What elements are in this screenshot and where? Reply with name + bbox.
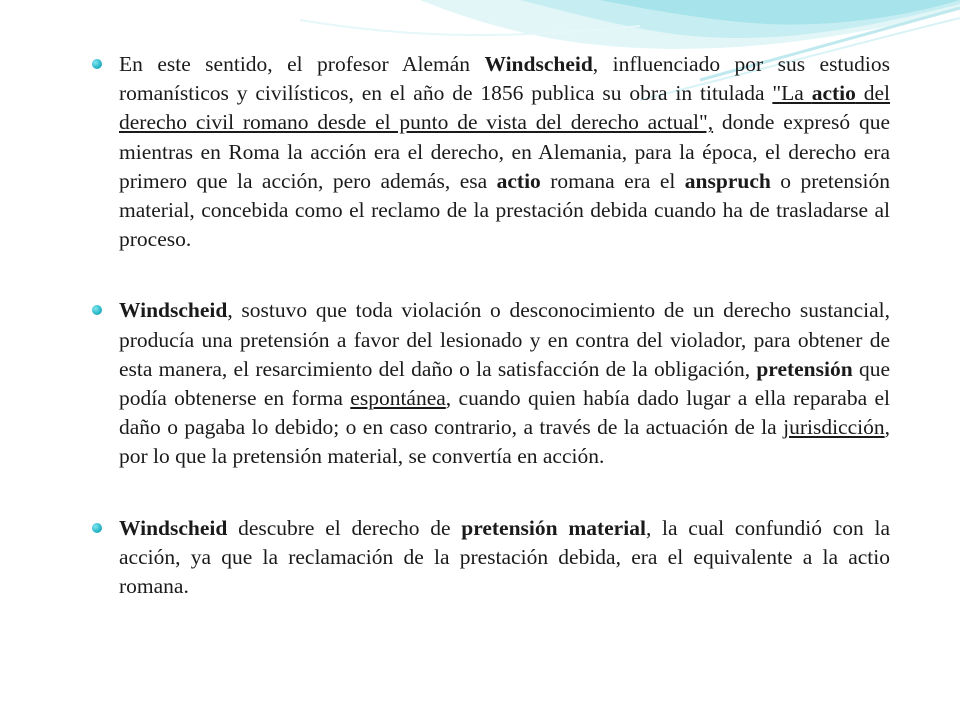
bold-term: pretensión material <box>461 515 646 540</box>
bullet-paragraph-2 <box>92 296 890 471</box>
text-run: o pretensión material, concebida como el reclamo de la prestación debida cuando ha de trasladarse al proceso. <box>119 168 891 252</box>
underlined-bold-term: actio <box>811 81 856 106</box>
bullet-icon <box>92 59 102 69</box>
text-run: romana era el <box>540 168 685 193</box>
text-run: En este sentido, el profesor Alemán <box>119 52 485 76</box>
underlined-term: espontánea <box>350 386 446 411</box>
bold-term: anspruch <box>684 168 771 193</box>
underlined-title: "La <box>772 81 812 106</box>
text-run: que podía obtenerse en forma <box>119 356 890 411</box>
bullet-icon <box>92 305 102 315</box>
slide-content <box>92 50 890 643</box>
bold-term: Windscheid <box>484 52 593 76</box>
text-run: , influenciado por sus estudios romanísticos y civilísticos, en el año de 1856 publica su obra in titulada <box>119 52 890 106</box>
text-run: , la cual confundió con la acción, ya que la reclamación de la prestación debida, era el equivalente a la actio romana. <box>119 515 891 599</box>
bold-term: actio <box>496 168 541 193</box>
bold-term: pretensión <box>756 356 853 381</box>
text-run: donde expresó que mientras en Roma la acción era el derecho, en Alemania, para la época, el derecho era primero que la acción, pero además, esa <box>119 110 890 193</box>
text-run: , cuando quien había dado lugar a ella reparaba el daño o pagaba lo debido; o en caso contrario, a través de la actuación de la <box>119 386 890 440</box>
bold-term: Windscheid <box>119 515 228 540</box>
bullet-icon <box>92 523 102 533</box>
underlined-title: del derecho civil romano desde el punto de vista del derecho actual", <box>119 81 891 135</box>
underlined-term: jurisdicción <box>783 415 885 440</box>
bullet-paragraph-3 <box>92 514 890 602</box>
bullet-paragraph-1 <box>92 50 890 254</box>
text-run: descubre el derecho de <box>227 515 462 540</box>
text-run: , sostuvo que toda violación o desconocimiento de un derecho sustancial, producía una pretensión a favor del lesionado y en contra del violador, para obtener de esta manera, el resarcimiento del daño o la satisfacción de la obligación, <box>119 298 890 381</box>
text-run: , por lo que la pretensión material, se convertía en acción. <box>119 415 890 469</box>
bold-term: Windscheid <box>119 298 228 323</box>
